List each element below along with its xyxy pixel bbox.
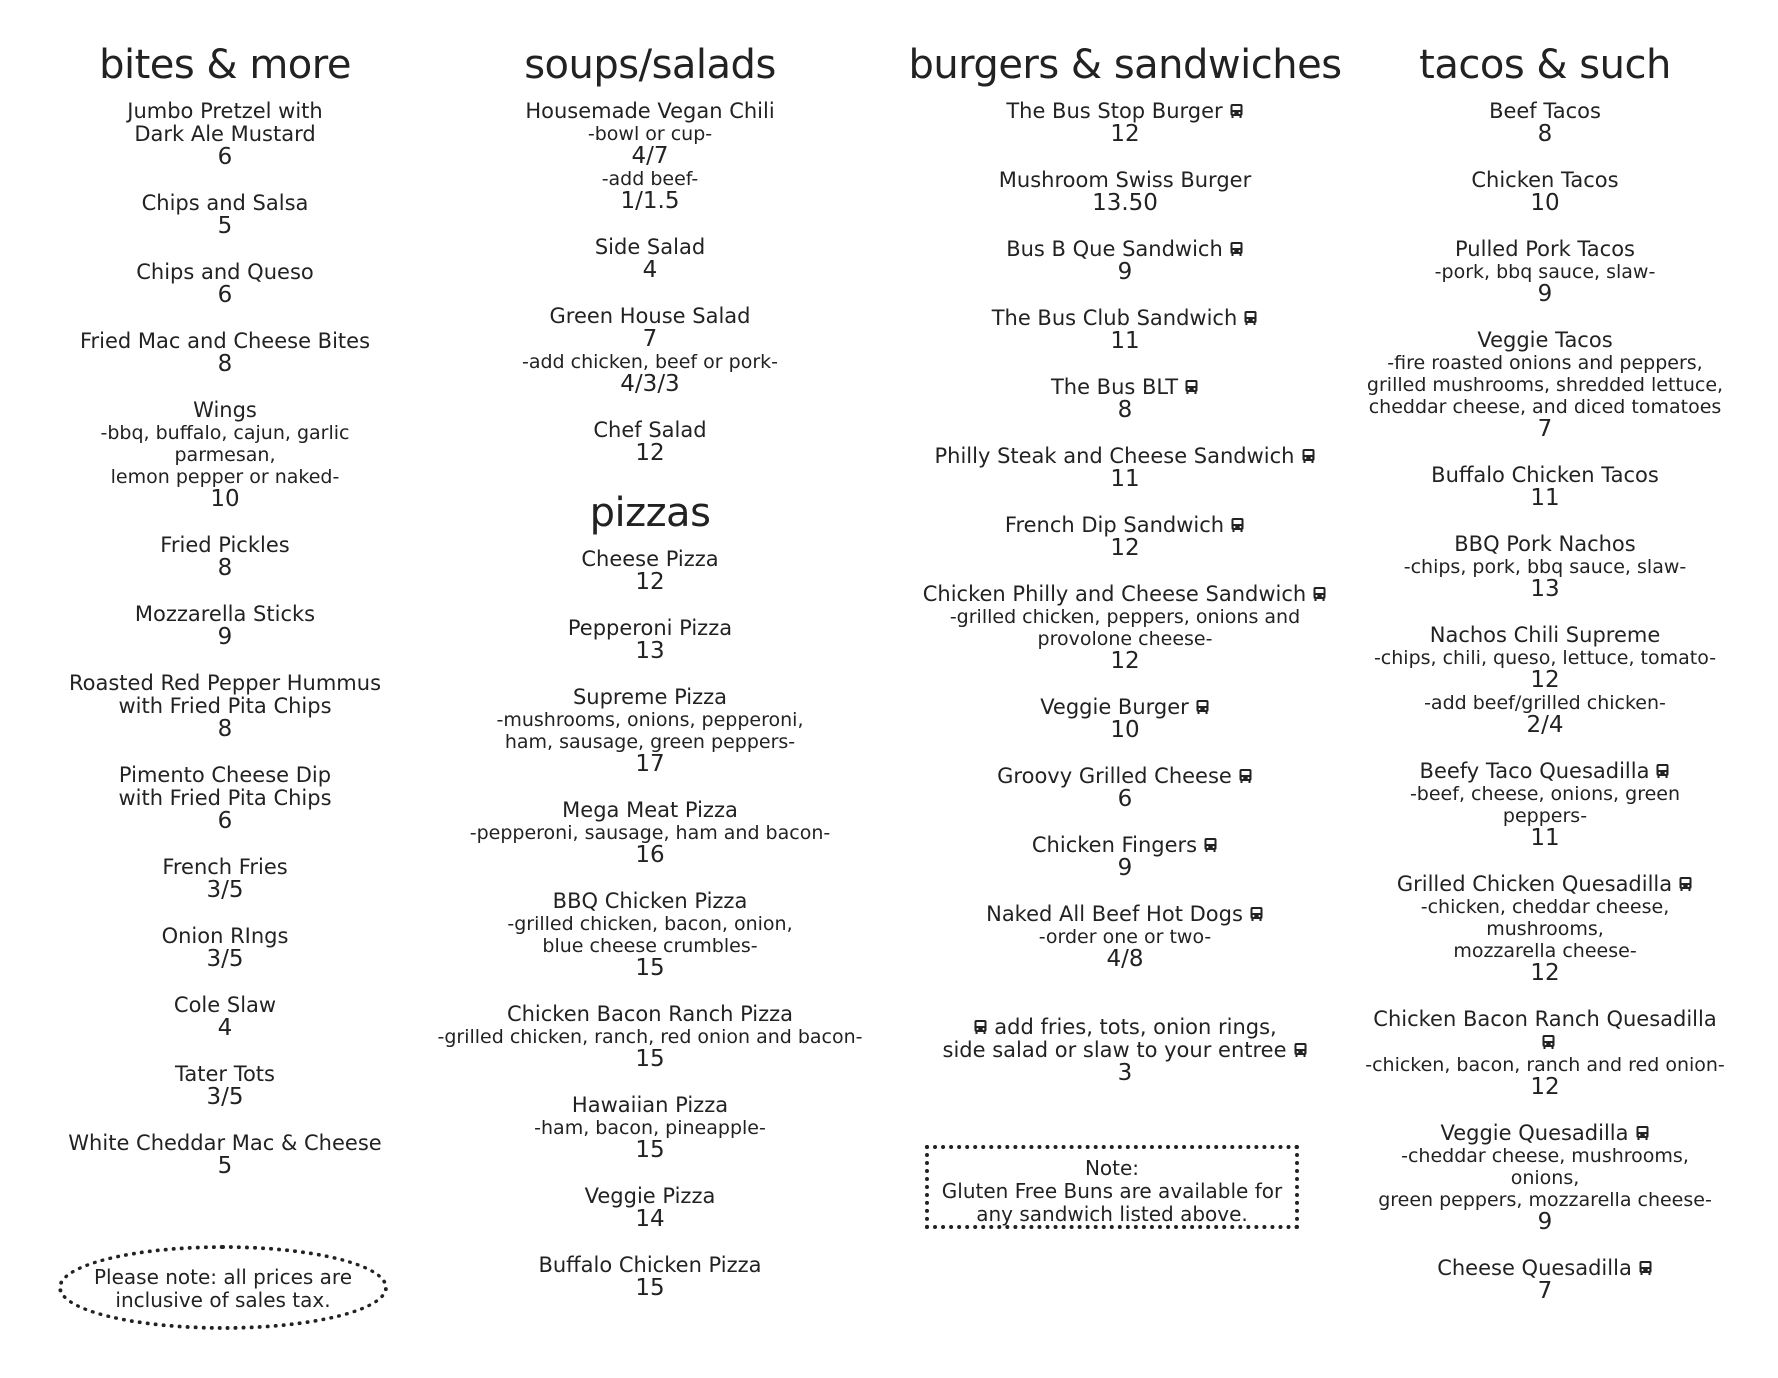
menu-item — [60, 925, 390, 971]
menu-item — [905, 514, 1345, 560]
item-price: 12 — [1530, 667, 1560, 693]
item-description: -mushrooms, onions, pepperoni, — [496, 709, 804, 731]
item-price: 13 — [635, 638, 665, 664]
item-description: lemon pepper or naked- — [110, 466, 340, 488]
item-name: Chicken Fingers — [1031, 833, 1198, 857]
item-price: 13.50 — [1092, 190, 1158, 216]
menu-item — [435, 100, 865, 213]
item-price: 13 — [1530, 576, 1560, 602]
bus-icon — [1293, 1042, 1308, 1058]
item-price: 15 — [635, 955, 665, 981]
item-price: 12 — [1110, 648, 1140, 674]
item-name: Green House Salad — [549, 304, 751, 328]
menu-item — [435, 1254, 865, 1300]
item-price: 6 — [1117, 786, 1133, 812]
item-price: 8 — [1537, 121, 1553, 147]
addon-text: add fries, tots, onion rings, — [994, 1015, 1277, 1039]
menu-item — [1365, 533, 1725, 601]
item-name: Jumbo Pretzel with — [127, 99, 323, 123]
item-name-line2: with Fried Pita Chips — [118, 694, 332, 718]
bus-icon — [1638, 1260, 1653, 1276]
item-name: Fried Pickles — [160, 533, 290, 557]
tax-note-line: Please note: all prices are — [93, 1265, 353, 1289]
menu-item — [905, 903, 1345, 971]
menu-item — [1365, 760, 1725, 850]
item-price: 7 — [1537, 416, 1553, 442]
item-name: Cheese Pizza — [581, 547, 719, 571]
item-price: 6 — [217, 144, 233, 170]
item-description: -pork, bbq sauce, slaw- — [1434, 261, 1656, 283]
menu-item — [60, 672, 390, 741]
item-name: French Dip Sandwich — [1004, 513, 1225, 537]
item-price: 8 — [217, 351, 233, 377]
menu-item — [1365, 169, 1725, 215]
item-price: 6 — [217, 808, 233, 834]
item-name: Bus B Que Sandwich — [1006, 237, 1223, 261]
item-name: Onion RIngs — [161, 924, 289, 948]
section-tacos — [1365, 40, 1725, 1326]
item-description: -chicken, bacon, ranch and red onion- — [1365, 1054, 1725, 1076]
item-addon: -add beef/grilled chicken- — [1424, 692, 1666, 714]
item-price: 8 — [217, 716, 233, 742]
item-name: Fried Mac and Cheese Bites — [79, 329, 371, 353]
addon-text: side salad or slaw to your entree — [942, 1038, 1287, 1062]
section-title: tacos & such — [1419, 42, 1671, 88]
item-name: Veggie Burger — [1040, 695, 1189, 719]
menu-item — [435, 617, 865, 663]
item-price: 15 — [635, 1275, 665, 1301]
bus-icon — [1243, 310, 1258, 326]
item-price: 11 — [1530, 825, 1560, 851]
item-name: BBQ Chicken Pizza — [552, 889, 748, 913]
item-description: -bbq, buffalo, cajun, garlic parmesan, — [100, 422, 350, 466]
bus-icon — [1635, 1125, 1650, 1141]
item-name: Chips and Salsa — [141, 191, 309, 215]
item-price: 9 — [1537, 281, 1553, 307]
menu-item — [1365, 873, 1725, 985]
item-name-line2: with Fried Pita Chips — [118, 786, 332, 810]
item-name: Hawaiian Pizza — [571, 1093, 729, 1117]
menu-item — [905, 169, 1345, 215]
tax-note — [58, 1245, 388, 1330]
item-name: Chef Salad — [593, 418, 707, 442]
item-name: Naked All Beef Hot Dogs — [986, 902, 1243, 926]
item-name: Mega Meat Pizza — [562, 798, 738, 822]
item-description: -order one or two- — [1038, 926, 1212, 948]
bus-icon — [973, 1019, 988, 1035]
item-price: 4 — [642, 257, 658, 283]
item-name: Chicken Bacon Ranch Pizza — [506, 1002, 794, 1026]
item-name: Nachos Chili Supreme — [1429, 623, 1661, 647]
item-description: -fire roasted onions and peppers, — [1387, 352, 1703, 374]
item-description: grilled mushrooms, shredded lettuce, — [1366, 374, 1724, 396]
item-description: -beef, cheese, onions, green peppers- — [1409, 783, 1681, 827]
item-name: The Bus Stop Burger — [1006, 99, 1223, 123]
section-title: bites & more — [99, 42, 351, 88]
item-description: ham, sausage, green peppers- — [504, 731, 796, 753]
menu-item — [905, 376, 1345, 422]
item-name: Side Salad — [594, 235, 706, 259]
menu-item — [435, 236, 865, 282]
item-name: Veggie Tacos — [1477, 328, 1613, 352]
item-description: -grilled chicken, peppers, onions and — [949, 606, 1301, 628]
item-description: -grilled chicken, bacon, onion, — [507, 913, 793, 935]
menu-item — [435, 305, 865, 396]
item-name: Buffalo Chicken Pizza — [538, 1253, 762, 1277]
item-name: Beefy Taco Quesadilla — [1419, 759, 1650, 783]
item-description: -chips, chili, queso, lettuce, tomato- — [1373, 647, 1717, 669]
item-name: Supreme Pizza — [572, 685, 728, 709]
bus-icon — [1678, 876, 1693, 892]
menu-item — [435, 419, 865, 465]
menu-item — [60, 330, 390, 376]
item-name: Groovy Grilled Cheese — [997, 764, 1232, 788]
item-price: 8 — [217, 555, 233, 581]
menu-item — [1365, 329, 1725, 441]
menu-item — [905, 307, 1345, 353]
item-price: 4 — [217, 1015, 233, 1041]
bus-icon — [1301, 448, 1316, 464]
menu-item — [60, 764, 390, 833]
item-price: 6 — [217, 282, 233, 308]
menu-item — [435, 890, 865, 980]
item-name: BBQ Pork Nachos — [1454, 532, 1636, 556]
item-price: 15 — [635, 1137, 665, 1163]
bus-icon — [1655, 763, 1670, 779]
item-price: 9 — [1117, 259, 1133, 285]
item-name: French Fries — [162, 855, 288, 879]
item-name: The Bus BLT — [1050, 375, 1179, 399]
item-price: 15 — [635, 1046, 665, 1072]
item-price: 4/7 — [631, 143, 669, 169]
item-description: -chips, pork, bbq sauce, slaw- — [1403, 556, 1687, 578]
section-title-pizzas: pizzas — [589, 490, 711, 536]
item-description: blue cheese crumbles- — [542, 935, 758, 957]
note-title: Note: — [1084, 1156, 1140, 1180]
item-name: Roasted Red Pepper Hummus — [68, 671, 382, 695]
item-price: 7 — [1537, 1278, 1553, 1304]
note-line: any sandwich listed above. — [976, 1202, 1248, 1226]
item-price: 12 — [1110, 121, 1140, 147]
bus-icon — [1541, 1034, 1556, 1050]
item-description: -pepperoni, sausage, ham and bacon- — [469, 822, 831, 844]
menu-item — [435, 799, 865, 867]
menu-item — [435, 1185, 865, 1231]
bus-icon — [1229, 103, 1244, 119]
item-price: 9 — [1117, 855, 1133, 881]
item-price: 9 — [1537, 1209, 1553, 1235]
item-price: 4/8 — [1106, 946, 1144, 972]
menu-item — [435, 1094, 865, 1162]
menu-item — [905, 238, 1345, 284]
item-price: 7 — [642, 326, 658, 352]
section-title: burgers & sandwiches — [908, 42, 1342, 88]
item-addon: -add chicken, beef or pork- — [521, 351, 778, 373]
item-description: -grilled chicken, ranch, red onion and bacon- — [437, 1026, 863, 1048]
item-description: -chicken, cheddar cheese, mushrooms, — [1420, 896, 1670, 940]
bus-icon — [1203, 837, 1218, 853]
item-addon-price: 4/3/3 — [620, 371, 680, 397]
menu-item — [60, 100, 390, 169]
item-name: Philly Steak and Cheese Sandwich — [934, 444, 1295, 468]
item-price: 9 — [217, 624, 233, 650]
item-price: 11 — [1110, 466, 1140, 492]
item-name-line2: Dark Ale Mustard — [134, 122, 316, 146]
menu-item — [435, 686, 865, 776]
item-price: 3/5 — [206, 946, 244, 972]
menu-item — [1365, 464, 1725, 510]
menu-item — [60, 603, 390, 649]
bus-icon — [1312, 586, 1327, 602]
item-price: 12 — [635, 569, 665, 595]
menu-item — [1365, 238, 1725, 306]
menu-item — [905, 100, 1345, 146]
menu-item — [1365, 1008, 1725, 1099]
menu-item — [60, 1132, 390, 1178]
item-price: 12 — [1530, 960, 1560, 986]
menu-item — [60, 994, 390, 1040]
item-name: Pimento Cheese Dip — [118, 763, 332, 787]
item-name: Mushroom Swiss Burger — [998, 168, 1252, 192]
item-name: Pepperoni Pizza — [567, 616, 733, 640]
item-name: Chicken Bacon Ranch Quesadilla — [1373, 1007, 1717, 1031]
bus-icon — [1229, 241, 1244, 257]
item-price: 10 — [1110, 717, 1140, 743]
menu-item — [905, 765, 1345, 811]
item-price: 5 — [217, 1153, 233, 1179]
item-price: 11 — [1530, 485, 1560, 511]
item-addon-price: 2/4 — [1526, 712, 1564, 738]
gluten-free-note — [925, 1145, 1299, 1229]
item-name: The Bus Club Sandwich — [991, 306, 1238, 330]
item-price: 5 — [217, 213, 233, 239]
section-soups-salads — [435, 40, 865, 1323]
bus-icon — [1184, 379, 1199, 395]
item-name: Wings — [193, 398, 257, 422]
menu-item — [905, 834, 1345, 880]
item-addon-price: 1/1.5 — [620, 188, 680, 214]
item-name: Buffalo Chicken Tacos — [1431, 463, 1659, 487]
menu-item — [1365, 1257, 1725, 1303]
item-description: -bowl or cup- — [587, 123, 713, 145]
item-addon: -add beef- — [601, 168, 699, 190]
menu-item — [60, 192, 390, 238]
menu-item — [1365, 624, 1725, 737]
item-name: Veggie Quesadilla — [1440, 1121, 1629, 1145]
section-title: soups/salads — [524, 42, 776, 88]
menu-item — [60, 261, 390, 307]
item-name: Chicken Tacos — [1471, 168, 1619, 192]
item-name: Pulled Pork Tacos — [1455, 237, 1635, 261]
item-description: cheddar cheese, and diced tomatoes — [1368, 396, 1722, 418]
menu-item — [60, 1063, 390, 1109]
section-bites — [60, 40, 390, 1201]
menu-item — [435, 1003, 865, 1071]
item-price: 10 — [1530, 190, 1560, 216]
bus-icon — [1230, 517, 1245, 533]
menu-item — [905, 696, 1345, 742]
item-name: Cheese Quesadilla — [1437, 1256, 1632, 1280]
menu-item — [60, 534, 390, 580]
item-name: Chicken Philly and Cheese Sandwich — [922, 582, 1307, 606]
item-price: 3/5 — [206, 877, 244, 903]
menu-item — [60, 399, 390, 511]
item-price: 12 — [635, 440, 665, 466]
item-description: mozzarella cheese- — [1453, 940, 1637, 962]
menu-item — [1365, 1122, 1725, 1234]
bus-icon — [1249, 906, 1264, 922]
menu-item — [435, 548, 865, 594]
note-line: Gluten Free Buns are available for — [941, 1179, 1283, 1203]
section-burgers-sandwiches — [905, 40, 1345, 1108]
item-name: Housemade Vegan Chili — [525, 99, 775, 123]
item-name: Grilled Chicken Quesadilla — [1396, 872, 1673, 896]
side-addon — [905, 1016, 1345, 1085]
item-name: Chips and Queso — [136, 260, 314, 284]
bus-icon — [1238, 768, 1253, 784]
item-name: Mozzarella Sticks — [134, 602, 316, 626]
menu-item — [60, 856, 390, 902]
item-price: 8 — [1117, 397, 1133, 423]
addon-price: 3 — [1117, 1060, 1133, 1086]
bus-icon — [1195, 699, 1210, 715]
item-price: 10 — [210, 486, 240, 512]
item-description: -ham, bacon, pineapple- — [534, 1117, 766, 1139]
item-description: green peppers, mozzarella cheese- — [1378, 1189, 1712, 1211]
menu-item — [905, 445, 1345, 491]
item-price: 3/5 — [206, 1084, 244, 1110]
item-name: Beef Tacos — [1489, 99, 1601, 123]
item-name: Veggie Pizza — [584, 1184, 716, 1208]
item-description: provolone cheese- — [1037, 628, 1213, 650]
tax-note-line: inclusive of sales tax. — [115, 1288, 331, 1312]
item-price: 14 — [635, 1206, 665, 1232]
menu-item — [905, 583, 1345, 673]
item-price: 12 — [1110, 535, 1140, 561]
item-price: 11 — [1110, 328, 1140, 354]
item-name: Cole Slaw — [173, 993, 277, 1017]
menu-item — [1365, 100, 1725, 146]
item-description: -cheddar cheese, mushrooms, onions, — [1401, 1145, 1689, 1189]
item-price: 16 — [635, 842, 665, 868]
item-name: Tater Tots — [175, 1062, 275, 1086]
item-price: 12 — [1530, 1074, 1560, 1100]
item-price: 17 — [635, 751, 665, 777]
item-name: White Cheddar Mac & Cheese — [68, 1131, 382, 1155]
